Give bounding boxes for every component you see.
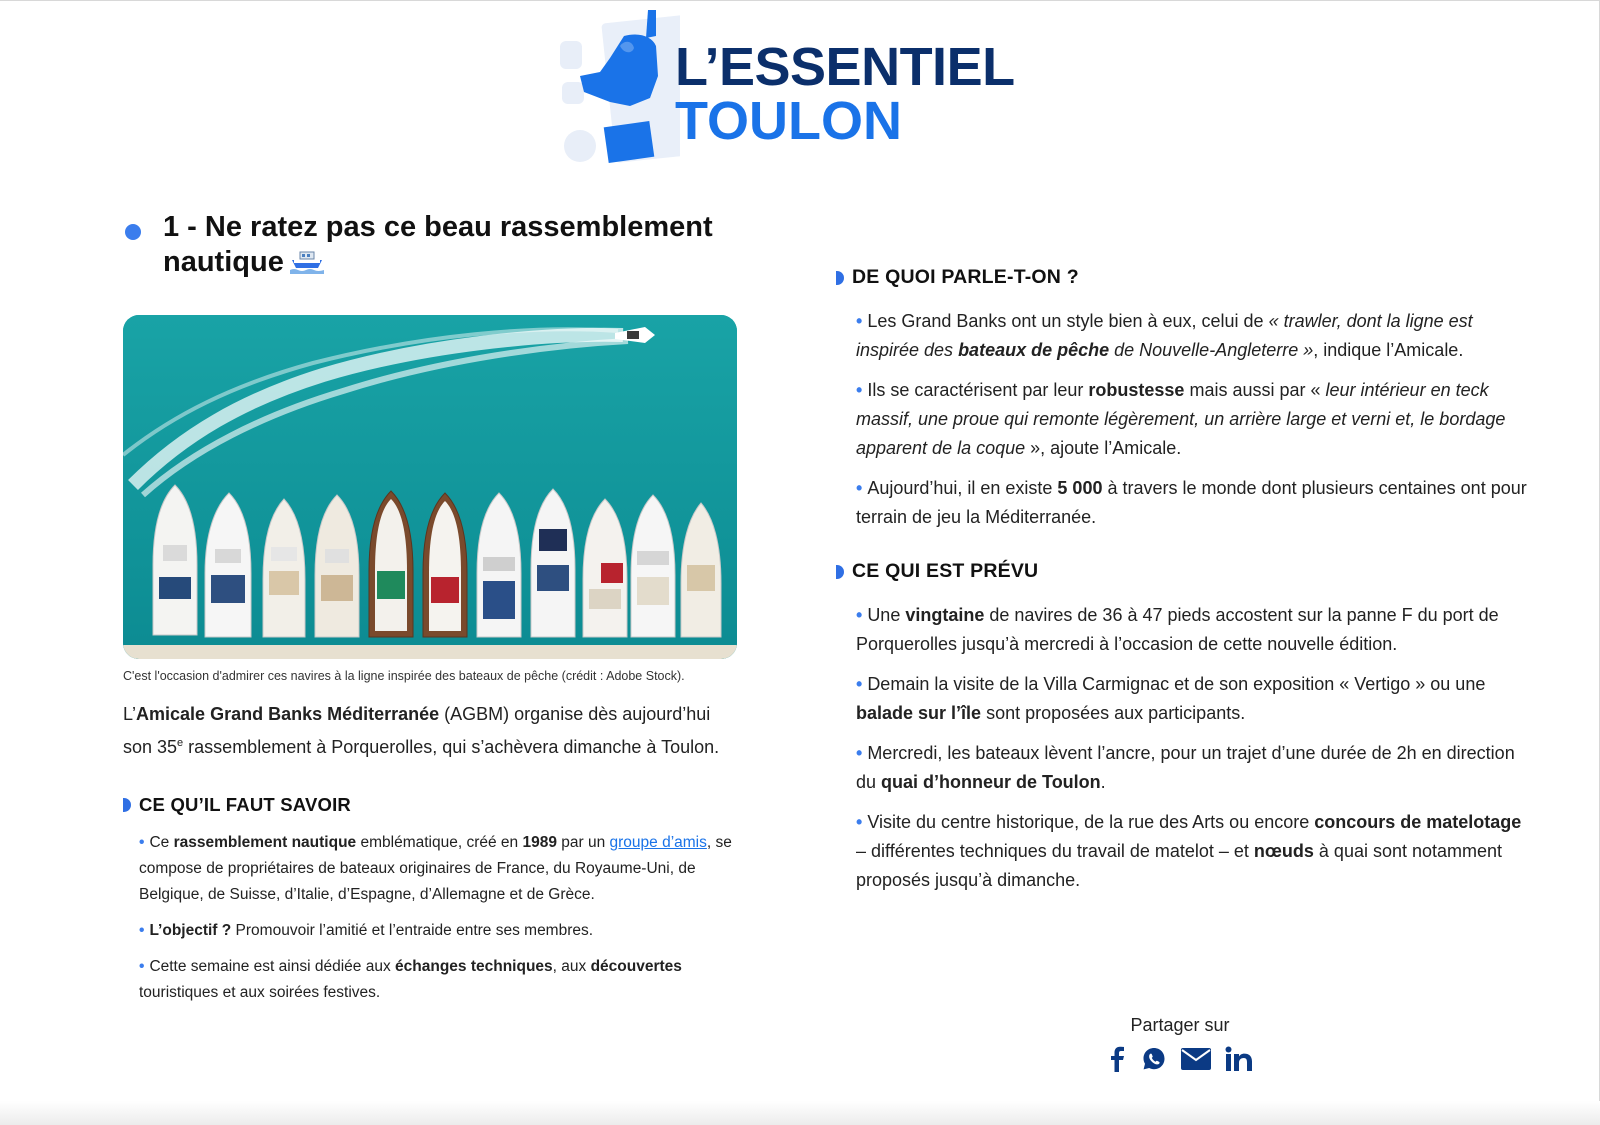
prevu-list (838, 601, 1528, 895)
mail-icon[interactable] (1181, 1048, 1211, 1070)
section-marker-icon (836, 565, 844, 579)
facebook-icon[interactable] (1107, 1046, 1127, 1072)
list-item: • Aujourd’hui, il en existe 5 000 à travers le monde dont plusieurs centaines ont pour terrain de jeu la Méditerranée. (856, 478, 1527, 527)
brand-logo[interactable] (560, 6, 1030, 176)
whatsapp-icon[interactable] (1141, 1046, 1167, 1072)
section-heading-savoir: CE QU’IL FAUT SAVOIR (123, 794, 743, 816)
list-item: • Cette semaine est ainsi dédiée aux échanges techniques, aux découvertes touristiques et aux soirées festives. (139, 958, 682, 1001)
harbor-boats-image (123, 315, 737, 659)
share-label: Partager sur (1130, 1015, 1230, 1035)
section-heading-prevu: CE QUI EST PRÉVU (836, 560, 1528, 583)
section-marker-icon (123, 798, 131, 812)
section-marker-icon (836, 271, 844, 285)
list-item: • L’objectif ? Promouvoir l’amitié et l’entraide entre ses membres. (139, 922, 594, 939)
list-item: • Demain la visite de la Villa Carmignac et de son exposition « Vertigo » ou une balade sur l’île sont proposées aux participants. (856, 674, 1486, 723)
list-item: • Les Grand Banks ont un style bien à eux, celui de « trawler, dont la ligne est inspirée des bateaux de pêche de Nouvelle-Angleterre », indique l’Amicale. (856, 311, 1473, 360)
boats-aerial-photo (123, 315, 737, 659)
article-title-row (123, 210, 743, 283)
article-title: 1 - Ne ratez pas ce beau rassemblement nautique (163, 210, 743, 283)
photo-caption: C'est l'occasion d'admirer ces navires à la ligne inspirée des bateaux de pêche (crédit : Adobe Stock). (123, 669, 685, 683)
list-item: • Visite du centre historique, de la rue des Arts ou encore concours de matelotage – différentes techniques du travail de matelot – et nœuds à quai sont notamment proposés jusqu’à dimanche. (856, 812, 1522, 890)
groupe-amis-link[interactable]: groupe d’amis (609, 834, 707, 851)
savoir-list (123, 830, 743, 1006)
left-column (123, 210, 743, 1016)
ship-icon (290, 248, 324, 283)
list-item: • Ils se caractérisent par leur robustesse mais aussi par « leur intérieur en teck massif, une proue qui remonte légèrement, un arrière large et verni et, le bordage apparent de la coque », ajoute l’Amicale. (856, 380, 1506, 458)
list-item: • Ce rassemblement nautique emblématique, créé en 1989 par un groupe d’amis, se compose de propriétaires de bateaux originaires de France, du Royaume-Uni, de Belgique, de Suisse, d’Italie, d’Espagne, d’Allemagne et de Grèce. (139, 834, 732, 903)
brand-name-line1: L’ESSENTIEL (675, 37, 1015, 97)
list-item: • Une vingtaine de navires de 36 à 47 pieds accostent sur la panne F du port de Porquerolles jusqu’à mercredi à l’occasion de cette nouvelle édition. (856, 605, 1499, 654)
statue-logo-icon (560, 6, 680, 176)
article-intro: L’Amicale Grand Banks Méditerranée (AGBM) organise dès aujourd’hui son 35e rassemblement à Porquerolles, qui s’achèvera dimanche à Toulon. (123, 704, 720, 757)
quoi-list (838, 307, 1528, 532)
section-heading-quoi: DE QUOI PARLE-T-ON ? (836, 266, 1528, 289)
right-column (838, 266, 1528, 906)
share-icons (1090, 1046, 1270, 1072)
title-bullet-icon (125, 224, 141, 240)
page-bottom-fade (0, 1101, 1600, 1125)
list-item: • Mercredi, les bateaux lèvent l’ancre, pour un trajet d’une durée de 2h en direction du quai d’honneur de Toulon. (856, 743, 1515, 792)
share-block (1090, 1015, 1270, 1072)
brand-name-line2: TOULON (675, 91, 902, 151)
linkedin-icon[interactable] (1225, 1046, 1253, 1072)
page-top-edge (0, 0, 1600, 1)
